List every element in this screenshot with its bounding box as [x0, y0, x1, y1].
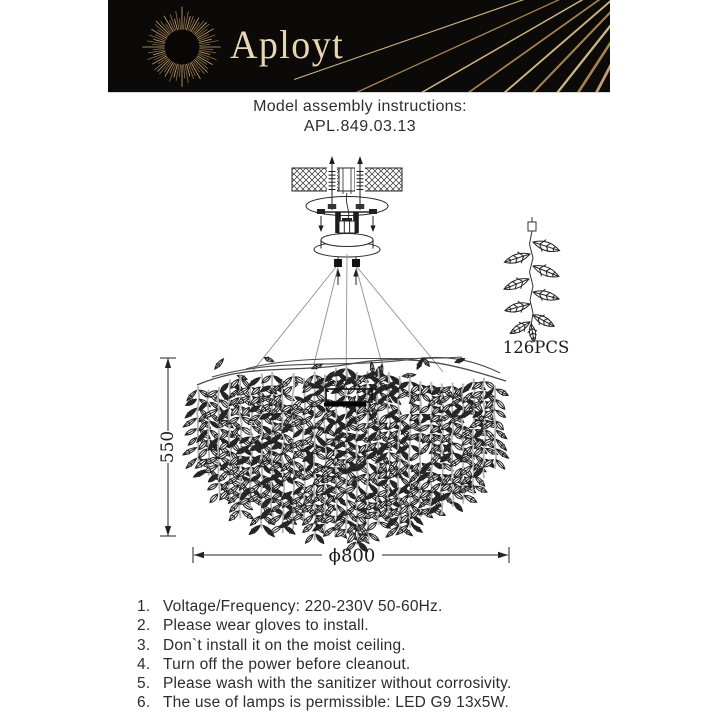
instruction-number: 6.: [137, 694, 151, 712]
instruction-item: [137, 636, 511, 655]
height-label: 550: [158, 430, 178, 464]
instruction-item: [137, 693, 511, 712]
model-number: APL.849.03.13: [303, 118, 417, 135]
brand-name: Aployt: [230, 22, 345, 67]
dimension-diameter: [193, 546, 509, 567]
instruction-text: Don`t install it on the moist ceiling.: [163, 636, 406, 654]
instruction-text: Please wear gloves to install.: [163, 617, 369, 635]
instruction-item: [137, 655, 511, 674]
instruction-item: [137, 674, 511, 693]
instructions-list: [137, 597, 511, 713]
instruction-item: [137, 616, 511, 635]
instruction-number: 5.: [137, 675, 151, 693]
leaf-strand-detail: [504, 217, 560, 342]
instruction-text: Voltage/Frequency: 220-230V 50-60Hz.: [163, 598, 443, 615]
diameter-label: ϕ800: [328, 545, 376, 567]
instruction-number: 3.: [137, 636, 151, 654]
strand-count-label: 126PCS: [502, 338, 570, 357]
leaf-cloud: [183, 357, 509, 552]
instruction-number: 1.: [137, 598, 151, 615]
instruction-text: Please wash with the sanitizer without corrosivity.: [163, 675, 512, 693]
instruction-number: 2.: [137, 617, 151, 635]
instruction-text: The use of lamps is permissible: LED G9 13x5W.: [163, 694, 510, 712]
instruction-number: 4.: [137, 655, 151, 673]
title-line: Model assembly instructions:: [253, 98, 467, 115]
instruction-item: [137, 597, 511, 616]
dimension-height: [158, 358, 178, 536]
instruction-text: Turn off the power before cleanout.: [163, 655, 411, 673]
